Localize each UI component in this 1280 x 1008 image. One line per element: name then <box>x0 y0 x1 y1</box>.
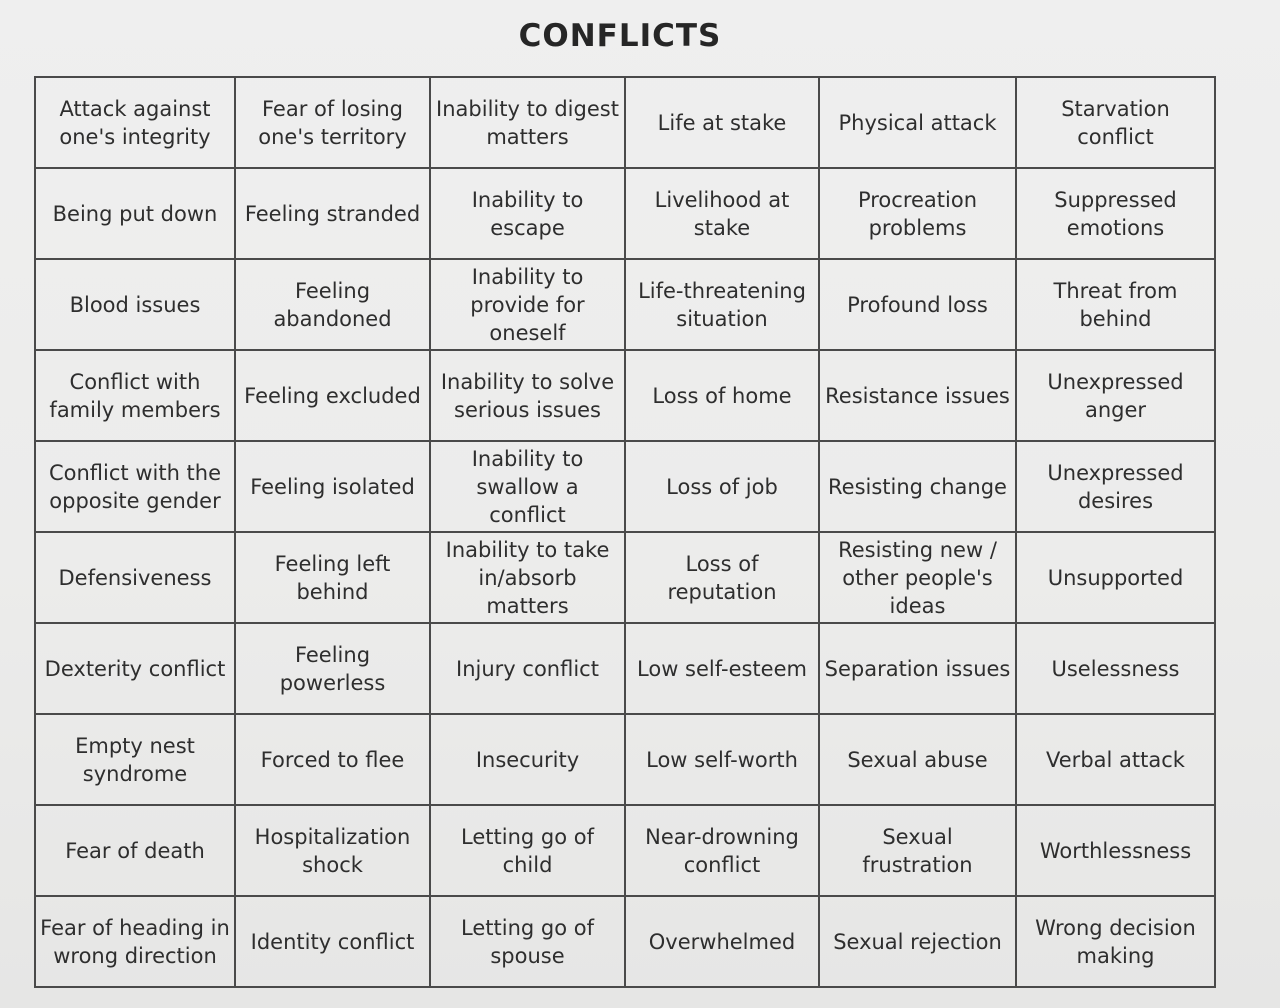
table-row <box>35 441 1215 532</box>
table-cell: Injury conflict <box>430 623 625 714</box>
table-cell: Overwhelmed <box>625 896 819 987</box>
table-cell: Fear of death <box>35 805 235 896</box>
table-cell: Inability to escape <box>430 168 625 259</box>
table-cell: Unexpressed desires <box>1016 441 1215 532</box>
table-row <box>35 805 1215 896</box>
table-cell: Inability to solve serious issues <box>430 350 625 441</box>
table-cell: Resisting new / other people's ideas <box>819 532 1016 623</box>
table-cell: Fear of losing one's territory <box>235 77 430 168</box>
table-row <box>35 532 1215 623</box>
table-cell: Attack against one's integrity <box>35 77 235 168</box>
table-cell: Unexpressed anger <box>1016 350 1215 441</box>
table-cell: Life-threatening situation <box>625 259 819 350</box>
table-cell: Feeling stranded <box>235 168 430 259</box>
table-cell: Letting go of child <box>430 805 625 896</box>
table-cell: Conflict with the opposite gender <box>35 441 235 532</box>
table-row <box>35 350 1215 441</box>
table-cell: Loss of job <box>625 441 819 532</box>
table-cell: Suppressed emotions <box>1016 168 1215 259</box>
table-cell: Loss of home <box>625 350 819 441</box>
table-cell: Livelihood at stake <box>625 168 819 259</box>
table-cell: Verbal attack <box>1016 714 1215 805</box>
table-row <box>35 259 1215 350</box>
table-cell: Being put down <box>35 168 235 259</box>
table-cell: Feeling isolated <box>235 441 430 532</box>
table-row <box>35 168 1215 259</box>
table-cell: Fear of heading in wrong direction <box>35 896 235 987</box>
table-cell: Physical attack <box>819 77 1016 168</box>
conflicts-table <box>34 76 1216 988</box>
table-cell: Defensiveness <box>35 532 235 623</box>
table-cell: Forced to flee <box>235 714 430 805</box>
table-cell: Profound loss <box>819 259 1016 350</box>
table-cell: Resistance issues <box>819 350 1016 441</box>
table-row <box>35 714 1215 805</box>
table-cell: Procreation problems <box>819 168 1016 259</box>
table-row <box>35 623 1215 714</box>
table-cell: Near-drowning conflict <box>625 805 819 896</box>
table-cell: Unsupported <box>1016 532 1215 623</box>
table-cell: Low self-esteem <box>625 623 819 714</box>
table-cell: Inability to provide for oneself <box>430 259 625 350</box>
table-cell: Empty nest syndrome <box>35 714 235 805</box>
table-cell: Sexual rejection <box>819 896 1016 987</box>
table-cell: Feeling powerless <box>235 623 430 714</box>
table-cell: Low self-worth <box>625 714 819 805</box>
page-title: CONFLICTS <box>518 18 722 54</box>
table-cell: Wrong decision making <box>1016 896 1215 987</box>
table-cell: Loss of reputation <box>625 532 819 623</box>
table-cell: Worthlessness <box>1016 805 1215 896</box>
table-row <box>35 77 1215 168</box>
table-cell: Hospitalization shock <box>235 805 430 896</box>
table-cell: Inability to digest matters <box>430 77 625 168</box>
table-cell: Uselessness <box>1016 623 1215 714</box>
table-cell: Inability to take in/absorb matters <box>430 532 625 623</box>
table-cell: Feeling left behind <box>235 532 430 623</box>
table-cell: Dexterity conflict <box>35 623 235 714</box>
table-cell: Conflict with family members <box>35 350 235 441</box>
table-cell: Feeling excluded <box>235 350 430 441</box>
table-cell: Starvation conflict <box>1016 77 1215 168</box>
table-cell: Separation issues <box>819 623 1016 714</box>
table-cell: Sexual abuse <box>819 714 1016 805</box>
table-cell: Resisting change <box>819 441 1016 532</box>
table-cell: Life at stake <box>625 77 819 168</box>
table-row <box>35 896 1215 987</box>
table-cell: Insecurity <box>430 714 625 805</box>
table-cell: Threat from behind <box>1016 259 1215 350</box>
table-cell: Feeling abandoned <box>235 259 430 350</box>
table-cell: Blood issues <box>35 259 235 350</box>
conflicts-table-container <box>34 76 1214 968</box>
table-cell: Sexual frustration <box>819 805 1016 896</box>
table-cell: Inability to swallow a conflict <box>430 441 625 532</box>
table-cell: Letting go of spouse <box>430 896 625 987</box>
table-cell: Identity conflict <box>235 896 430 987</box>
